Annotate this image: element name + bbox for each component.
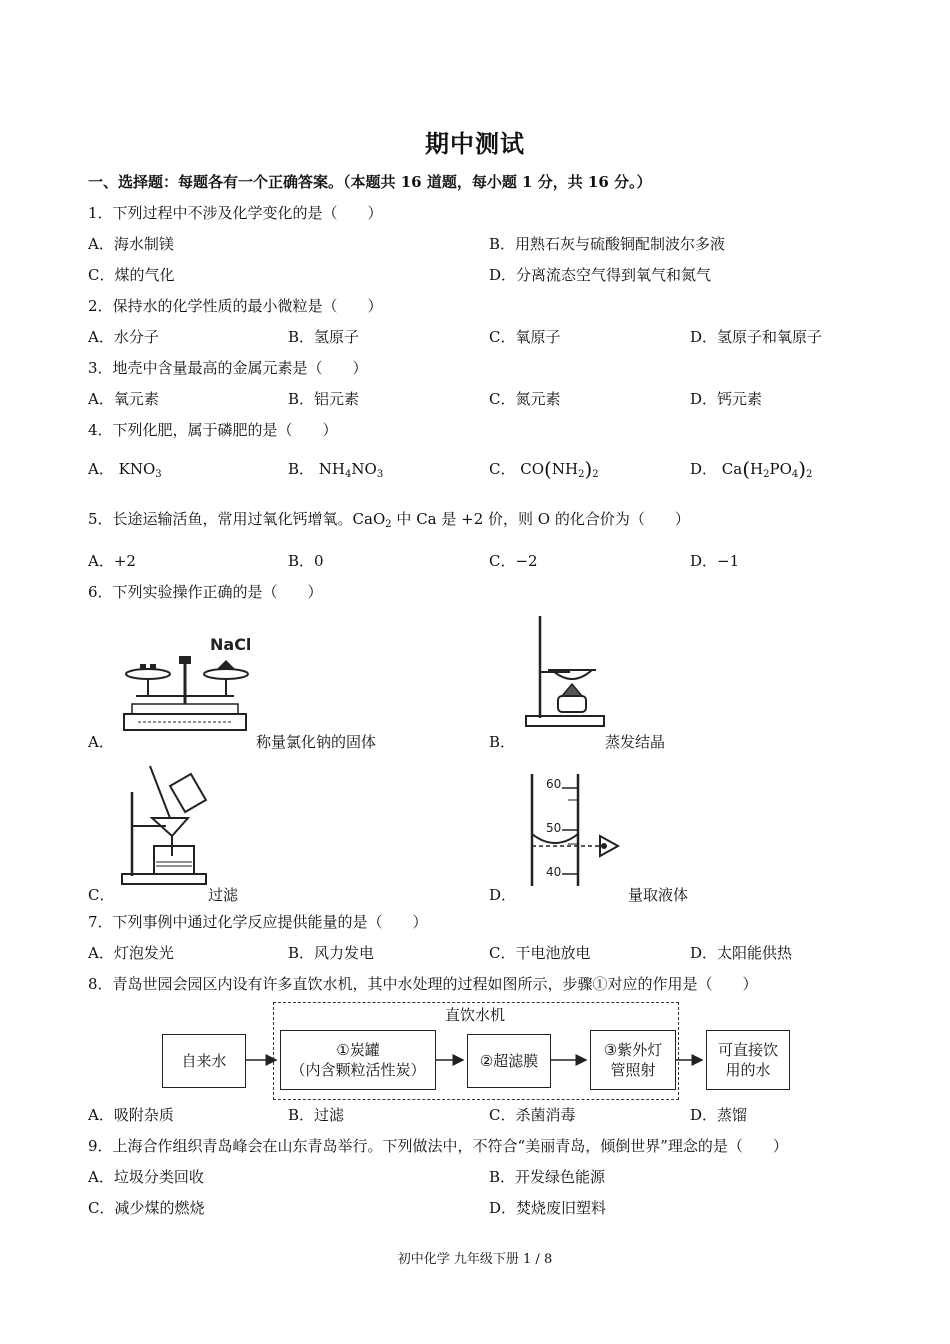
dispenser-group-label: 直饮水机 (444, 1006, 505, 1024)
question-9-stem: 9．上海合作组织青岛峰会在山东青岛举行。下列做法中，不符合“美丽青岛，倾倒世界”理念的是（ ） (88, 1137, 788, 1155)
q6-caption-d: 量取液体 (628, 886, 689, 904)
q4-option-d: D． $Ca(H_2PO_4)_2$ (690, 457, 813, 481)
q5-option-d: D．−1 (690, 552, 740, 570)
q6-caption-c: 过滤 (208, 886, 239, 904)
tick-40: 40 (546, 865, 562, 879)
question-5-stem: 5．长途运输活鱼，常用过氧化钙增氧。CaO$_2$ 中 Ca 是 +2 价，则 O 的化合价为（ ） (88, 510, 690, 530)
page-title: 期中测试 (425, 129, 525, 158)
q8-option-c: C．杀菌消毒 (489, 1106, 576, 1124)
q9-option-c: C．减少煤的燃烧 (88, 1199, 205, 1217)
section-heading: 一、选择题：每题各有一个正确答案。（本题共 16 道题，每小题 1 分，共 16 分。） (88, 173, 652, 191)
q6-caption-b: 蒸发结晶 (605, 733, 666, 751)
q2-option-c: C．氧原子 (489, 328, 561, 346)
q5-option-c: C．−2 (489, 552, 538, 570)
q4-option-a: A． $KNO_3$ (88, 460, 162, 480)
q1-option-a: A．海水制镁 (88, 235, 174, 253)
tap-water-box: 自来水 (162, 1034, 246, 1088)
q5-option-b: B．0 (288, 552, 324, 570)
q2-option-b: B．氢原子 (288, 328, 360, 346)
ultrafiltration-box: ②超滤膜 (467, 1034, 551, 1088)
q6-label-c: C． (88, 886, 115, 904)
nacl-label: NaCl (210, 635, 252, 654)
question-2-stem: 2．保持水的化学性质的最小微粒是（ ） (88, 297, 383, 315)
q6-caption-a: 称量氯化钠的固体 (256, 733, 377, 751)
question-3-stem: 3．地壳中含量最高的金属元素是（ ） (88, 359, 368, 377)
question-1-stem: 1．下列过程中不涉及化学变化的是（ ） (88, 204, 383, 222)
cylinder-reading-figure (518, 770, 630, 888)
q4-option-b: B． $NH_4NO_3$ (288, 460, 384, 480)
q9-option-d: D．焚烧废旧塑料 (489, 1199, 607, 1217)
drinkable-water-box: 可直接饮 用的水 (706, 1030, 790, 1090)
question-7-stem: 7．下列事例中通过化学反应提供能量的是（ ） (88, 913, 428, 931)
question-6-stem: 6．下列实验操作正确的是（ ） (88, 583, 323, 601)
water-treatment-flowchart (160, 1000, 800, 1100)
q8-option-d: D．蒸馏 (690, 1106, 748, 1124)
question-8-stem: 8．青岛世园会园区内设有许多直饮水机，其中水处理的过程如图所示，步骤①对应的作用是（ ） (88, 975, 758, 993)
balance-figure (118, 622, 253, 740)
q2-option-a: A．水分子 (88, 328, 159, 346)
q8-option-b: B．过滤 (288, 1106, 345, 1124)
q2-option-d: D．氢原子和氧原子 (690, 328, 823, 346)
uv-lamp-box: ③紫外灯 管照射 (590, 1030, 676, 1090)
q7-option-c: C．干电池放电 (489, 944, 591, 962)
flow-arrows (160, 1000, 800, 1100)
filtration-figure (118, 762, 210, 886)
q6-label-a: A． (88, 733, 114, 751)
carbon-tank-box: ①炭罐 （内含颗粒活性炭） (280, 1030, 436, 1090)
q1-option-d: D．分离流态空气得到氧气和氮气 (489, 266, 712, 284)
q7-option-b: B．风力发电 (288, 944, 375, 962)
q9-option-b: B．开发绿色能源 (489, 1168, 606, 1186)
q3-option-c: C．氮元素 (489, 390, 561, 408)
tick-60: 60 (546, 777, 562, 791)
q6-label-d: D． (489, 886, 517, 904)
q1-option-c: C．煤的气化 (88, 266, 175, 284)
q5-option-a: A．+2 (88, 552, 136, 570)
q1-option-b: B．用熟石灰与硫酸铜配制波尔多液 (489, 235, 726, 253)
q9-option-a: A．垃圾分类回收 (88, 1168, 204, 1186)
q7-option-a: A．灯泡发光 (88, 944, 174, 962)
q4-option-c: C． $CO(NH_2)_2$ (489, 457, 599, 481)
q3-option-b: B．铝元素 (288, 390, 360, 408)
q3-option-a: A．氧元素 (88, 390, 159, 408)
tick-50: 50 (546, 821, 562, 835)
q8-option-a: A．吸附杂质 (88, 1106, 174, 1124)
q6-label-b: B． (489, 733, 516, 751)
page-footer: 初中化学 九年级下册 1 / 8 (397, 1252, 553, 1267)
q3-option-d: D．钙元素 (690, 390, 763, 408)
evaporation-figure (518, 612, 608, 730)
q7-option-d: D．太阳能供热 (690, 944, 793, 962)
question-4-stem: 4．下列化肥，属于磷肥的是（ ） (88, 421, 338, 439)
